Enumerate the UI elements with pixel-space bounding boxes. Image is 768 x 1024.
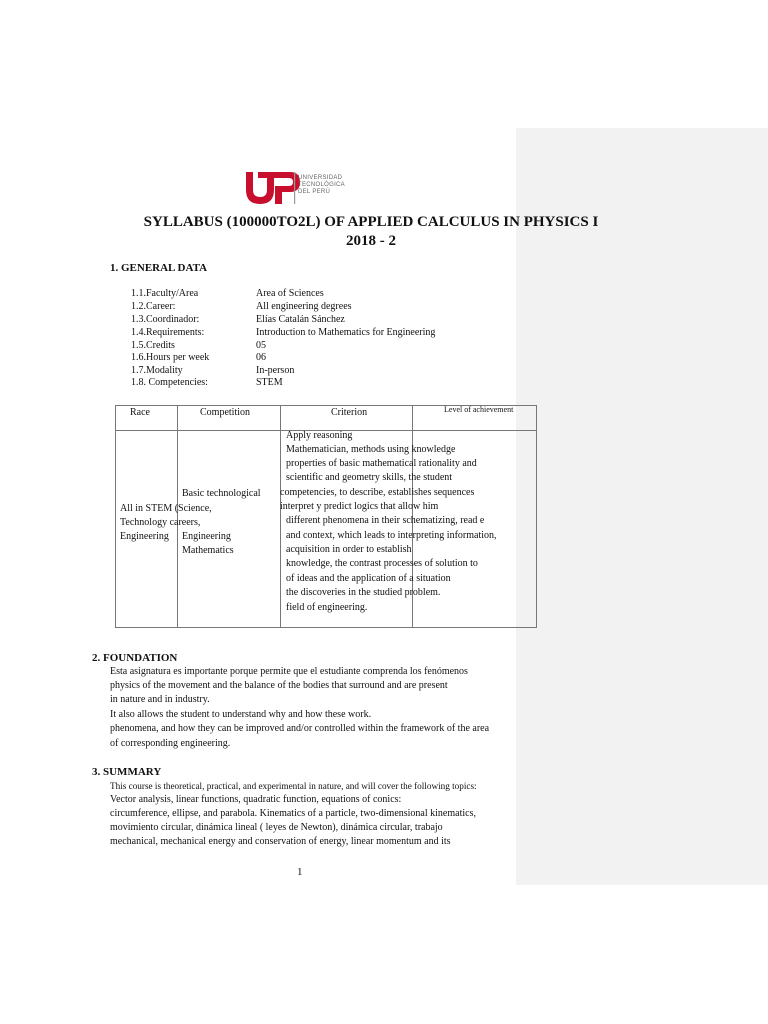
row-label: 1.4.Requirements: (131, 327, 205, 338)
page-number: 1 (297, 866, 303, 878)
row-value: Introduction to Mathematics for Engineering (256, 327, 436, 338)
row-label: 1.1.Faculty/Area (131, 288, 199, 299)
foundation-line: in nature and in industry. (110, 694, 210, 705)
criterion-line: and context, which leads to interpreting information, (286, 530, 497, 541)
foundation-line: phenomena, and how they can be improved and/or controlled within the framework of the area (110, 723, 490, 734)
general-data-row (131, 288, 324, 301)
foundation-line: Esta asignatura es importante porque permite que el estudiante comprenda los fenómenos (110, 666, 468, 677)
header-level-of-achievement: Level of achievement (444, 405, 514, 414)
criterion-line: interpret y predict logics that allow him (280, 501, 439, 512)
header-criterion: Criterion (331, 407, 368, 418)
university-line: DEL PERÚ (298, 189, 331, 195)
summary-line: Vector analysis, linear functions, quadratic function, equations of conics: (110, 794, 402, 805)
title-line-1: SYLLABUS (100000TO2L) OF APPLIED CALCULUS IN PHYSICS I (143, 214, 599, 230)
row-value: All engineering degrees (256, 301, 352, 312)
row-value: In-person (256, 365, 295, 376)
criterion-line: different phenomena in their schematizing, read e (286, 515, 485, 526)
foundation-line: It also allows the student to understand why and how these work. (110, 709, 372, 720)
criterion-line: Mathematician, methods using knowledge (286, 444, 456, 455)
header-race: Race (130, 407, 150, 418)
general-data-row (131, 365, 295, 378)
row-label: 1.6.Hours per week (131, 352, 210, 363)
title-line-2: 2018 - 2 (346, 233, 396, 249)
summary-line: circumference, ellipse, and parabola. Kinematics of a particle, two-dimensional kinematics, (110, 808, 476, 819)
foundation-heading: 2. FOUNDATION (92, 652, 178, 664)
row-label: 1.7.Modality (131, 365, 183, 376)
criterion-line: field of engineering. (286, 602, 368, 613)
row-label: 1.2.Career: (131, 301, 176, 312)
summary-line: This course is theoretical, practical, and experimental in nature, and will cover the following topics: (110, 781, 477, 791)
general-data-row (131, 301, 352, 314)
foundation-line: of corresponding engineering. (110, 738, 231, 749)
university-line: TECNOLÓGICA (298, 182, 345, 188)
race-cell-line: All in STEM (Science, (120, 503, 212, 514)
criterion-line: properties of basic mathematical rationality and (286, 458, 477, 469)
page-title (0, 213, 742, 251)
criterion-line: knowledge, the contrast processes of solution to (286, 558, 478, 569)
competition-cell-line: Engineering (182, 531, 231, 542)
header-competition: Competition (200, 407, 250, 418)
general-data-row (131, 314, 345, 327)
row-label: 1.8. Competencies: (131, 377, 208, 388)
race-cell-line: Technology careers, (120, 517, 201, 528)
criterion-line: acquisition in order to establish (286, 544, 412, 555)
criterion-line: scientific and geometry skills, the student (286, 472, 453, 483)
row-value: 06 (256, 352, 266, 363)
general-data-row (131, 352, 266, 365)
criterion-line: the discoveries in the studied problem. (286, 587, 441, 598)
summary-line: mechanical, mechanical energy and conservation of energy, linear momentum and its (110, 836, 451, 847)
university-name (298, 175, 345, 196)
row-value: STEM (256, 377, 283, 388)
university-line: UNIVERSIDAD (298, 175, 343, 181)
competition-cell-line: Mathematics (182, 545, 234, 556)
row-value: 05 (256, 340, 266, 351)
race-cell-line: Engineering (120, 531, 169, 542)
row-label: 1.3.Coordinador: (131, 314, 200, 325)
row-value: Elías Catalán Sánchez (256, 314, 345, 325)
general-data-row (131, 327, 436, 340)
general-data-row (131, 377, 283, 390)
general-data-heading: 1. GENERAL DATA (110, 262, 208, 274)
competition-cell-line: Basic technological (182, 488, 261, 499)
general-data-row (131, 340, 266, 353)
criterion-line: of ideas and the application of a situation (286, 573, 451, 584)
summary-heading: 3. SUMMARY (92, 766, 162, 778)
criterion-line: competencies, to describe, establishes sequences (280, 487, 475, 498)
row-label: 1.5.Credits (131, 340, 175, 351)
row-value: Area of Sciences (256, 288, 324, 299)
foundation-line: physics of the movement and the balance of the bodies that surround and are present (110, 680, 448, 691)
criterion-line: Apply reasoning (286, 430, 353, 441)
summary-line: movimiento circular, dinámica lineal ( leyes de Newton), dinámica circular, trabajo (110, 822, 443, 833)
